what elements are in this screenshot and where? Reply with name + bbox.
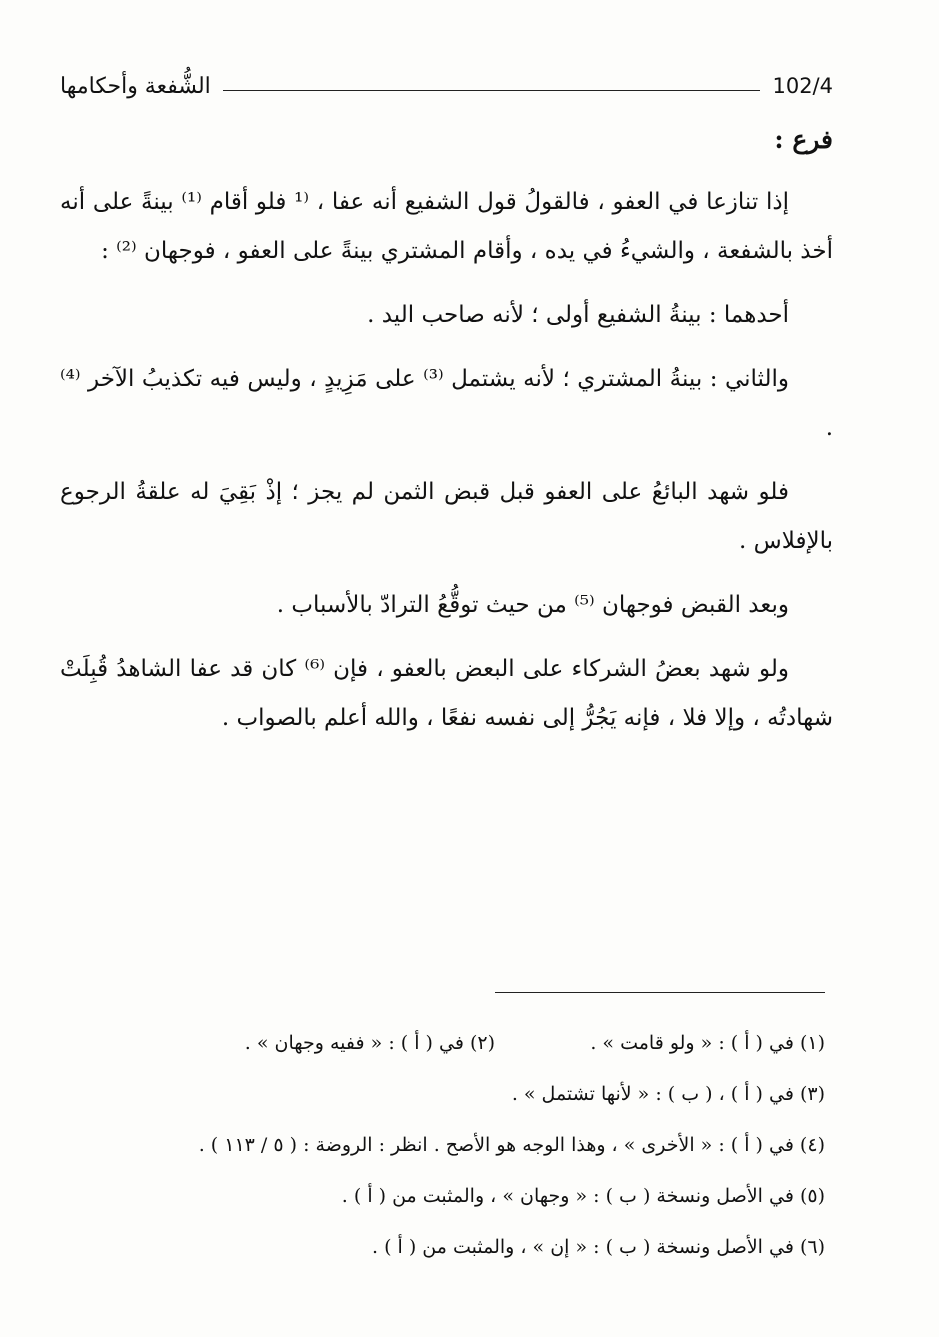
paragraph: ولو شهد بعضُ الشركاء على البعض بالعفو ، فإن ⁽⁶⁾ كان قد عفا الشاهدُ قُبِلَتْ شهادتُه ، وإلا فلا ، فإنه يَجُرُّ إلى نفسه نفعًا ، والله أعلم بالصواب . bbox=[60, 656, 833, 731]
footnote-row bbox=[60, 1018, 825, 1069]
header-rule bbox=[223, 90, 761, 91]
main-text bbox=[60, 120, 833, 758]
paragraph: والثاني : بينةُ المشتري ؛ لأنه يشتمل ⁽³⁾ على مَزِيدٍ ، وليس فيه تكذيبُ الآخر ⁽⁴⁾ . bbox=[60, 366, 833, 441]
footnote-3: (٣) في ( أ ) ، ( ب ) : « لأنها تشتمل » . bbox=[511, 1083, 825, 1105]
footnote-2: (٢) في ( أ ) : « ففيه وجهان » . bbox=[244, 1032, 495, 1054]
running-header bbox=[60, 66, 833, 106]
page-number: 102/4 bbox=[772, 74, 833, 98]
paragraph: إذا تنازعا في العفو ، فالقولُ قول الشفيع أنه عفا ، ⁽¹ فلو أقام ⁽¹⁾ بينةً على أنه أخذ بالشفعة ، والشيءُ في يده ، وأقام المشتري بينةً على العفو ، فوجهان ⁽²⁾ : bbox=[60, 189, 833, 264]
footnote-4: (٤) في ( أ ) : « الأخرى » ، وهذا الوجه هو الأصح . انظر : الروضة : ( ٥ / ١١٣ ) . bbox=[198, 1134, 825, 1156]
footnote-6: (٦) في الأصل ونسخة ( ب ) : « إن » ، والمثبت من ( أ ) . bbox=[371, 1236, 825, 1258]
paragraph: أحدهما : بينةُ الشفيع أولى ؛ لأنه صاحب اليد . bbox=[367, 302, 789, 328]
footnote-1: (١) في ( أ ) : « ولو قامت » . bbox=[590, 1032, 825, 1054]
section-heading: فرع : bbox=[774, 125, 833, 154]
paragraph: فلو شهد البائعُ على العفو قبل قبض الثمن لم يجز ؛ إذْ بَقِيَ له علقةُ الرجوع بالإفلاس . bbox=[60, 479, 833, 554]
footnotes bbox=[60, 1018, 825, 1273]
book-title: الشُّفعة وأحكامها bbox=[60, 73, 211, 99]
paragraph: وبعد القبض فوجهان ⁽⁵⁾ من حيث توقُّعُ الترادّ بالأسباب . bbox=[276, 592, 789, 618]
footnote-separator bbox=[495, 992, 825, 993]
footnote-5: (٥) في الأصل ونسخة ( ب ) : « وجهان » ، والمثبت من ( أ ) . bbox=[341, 1185, 825, 1207]
